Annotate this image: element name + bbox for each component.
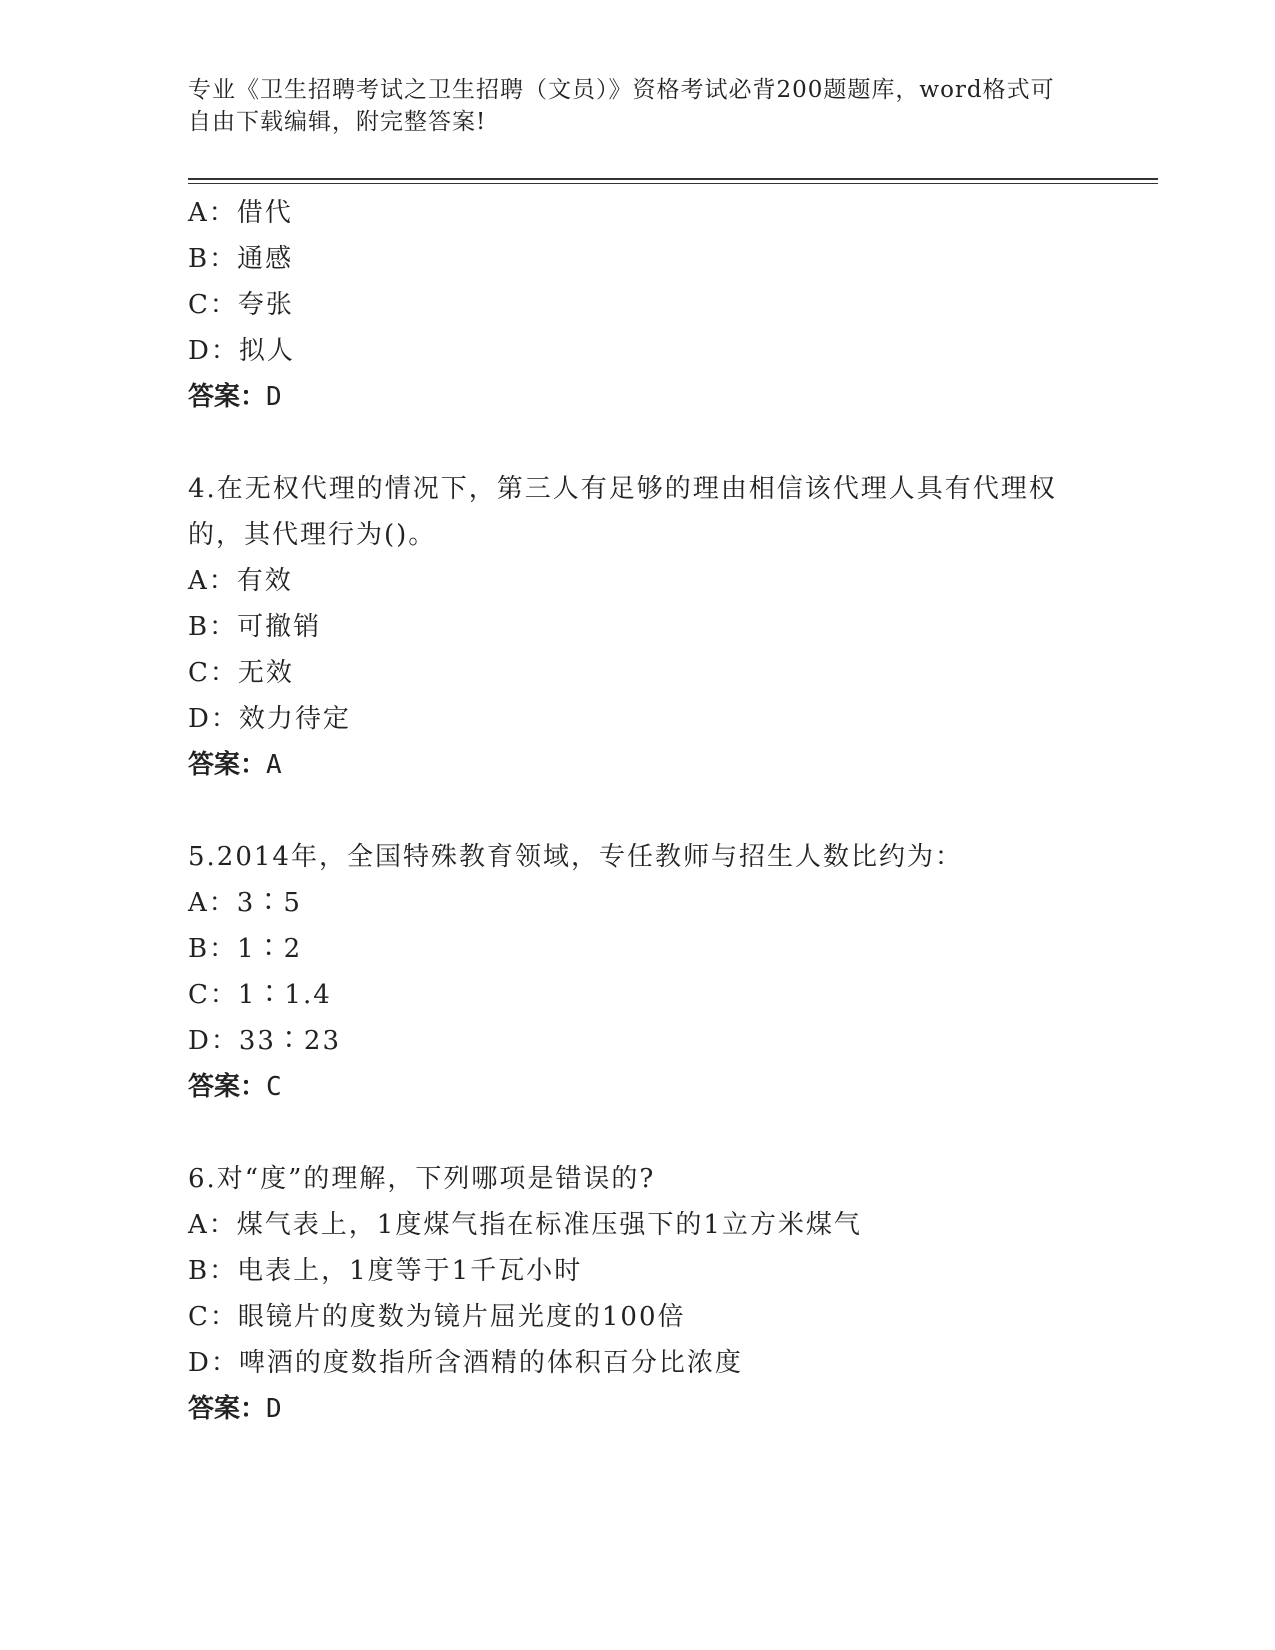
option-d: D：33∶23 [188,1026,342,1056]
question-3 [188,190,1088,420]
option-c: C：1∶1.4 [188,980,332,1010]
answer-value: C [266,1072,282,1102]
option-a: A：借代 [188,198,293,228]
question-stem: 4.在无权代理的情况下，第三人有足够的理由相信该代理人具有代理权的，其代理行为()。 [188,474,1057,550]
answer-label: 答案： [188,1072,267,1102]
question-stem: 5.2014年，全国特殊教育领域，专任教师与招生人数比约为： [188,842,963,872]
option-c: C：夸张 [188,290,294,320]
question-list [188,190,1088,1432]
option-d: D：啤酒的度数指所含酒精的体积百分比浓度 [188,1348,743,1378]
option-b: B：电表上，1度等于1千瓦小时 [188,1256,583,1286]
answer-line [188,374,1088,420]
header-divider-thin [188,183,1158,184]
header-divider-thick [188,178,1158,180]
option-a: A：煤气表上，1度煤气指在标准压强下的1立方米煤气 [188,1210,862,1240]
option-c: C：无效 [188,658,294,688]
answer-label: 答案： [188,382,267,412]
option-b: B：可撤销 [188,612,322,642]
answer-label: 答案： [188,1394,267,1424]
document-header [188,74,1068,138]
option-b: B：通感 [188,244,294,274]
answer-line [188,742,1088,788]
question-stem: 6.对“度”的理解，下列哪项是错误的? [188,1164,656,1194]
answer-value: D [266,1394,282,1424]
option-a: A：有效 [188,566,293,596]
option-d: D：拟人 [188,336,295,366]
header-title: 专业《卫生招聘考试之卫生招聘（文员）》资格考试必背200题题库，word格式可自由下载编辑，附完整答案! [188,77,1055,135]
option-d: D：效力待定 [188,704,351,734]
option-a: A：3∶5 [188,888,302,918]
question-5 [188,834,1088,1110]
answer-line [188,1064,1088,1110]
answer-line [188,1386,1088,1432]
answer-value: A [266,750,282,780]
option-c: C：眼镜片的度数为镜片屈光度的100倍 [188,1302,686,1332]
option-b: B：1∶2 [188,934,303,964]
answer-label: 答案： [188,750,267,780]
question-4 [188,466,1088,788]
answer-value: D [266,382,282,412]
question-6 [188,1156,1088,1432]
